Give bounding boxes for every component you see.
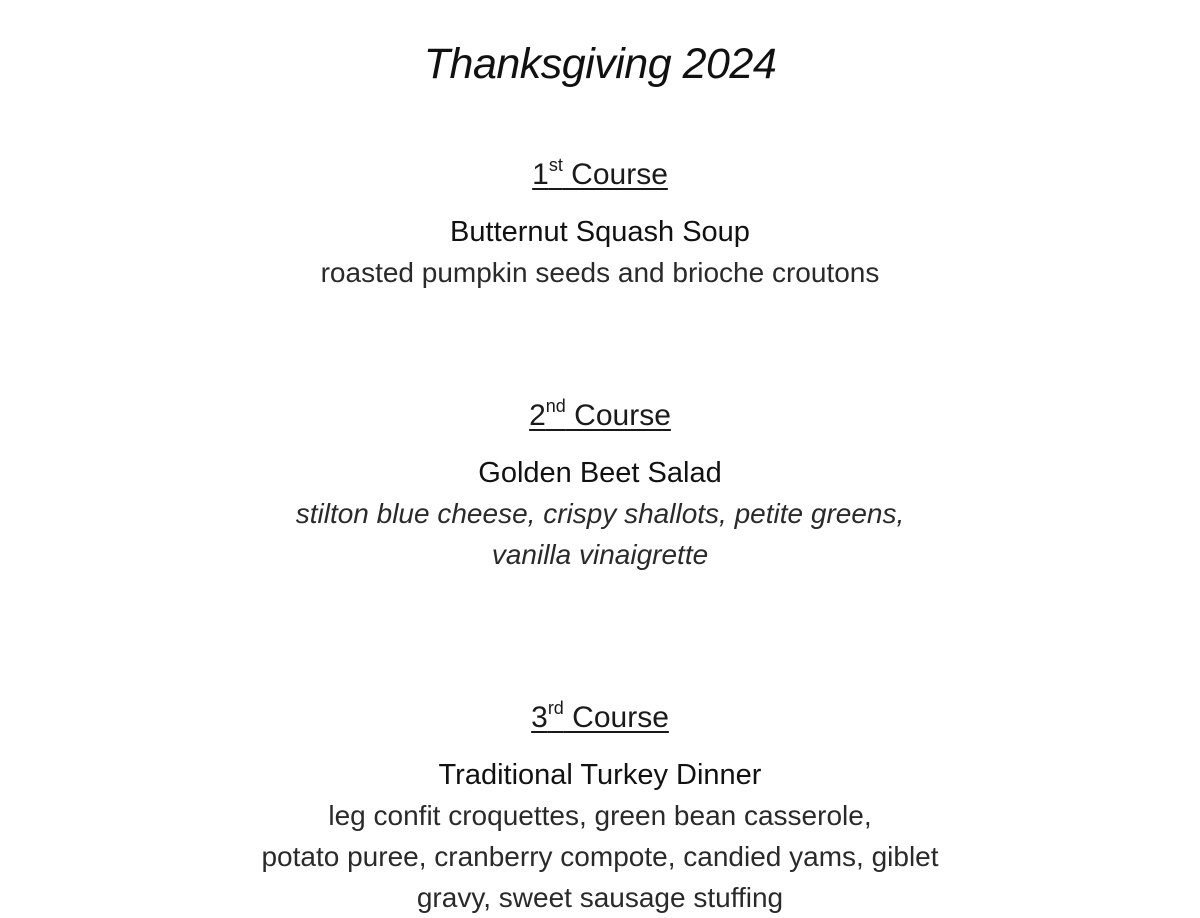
course-3	[0, 698, 1200, 918]
course-heading	[531, 698, 669, 738]
dish-name: Golden Beet Salad	[478, 457, 722, 489]
course-label: Course	[565, 399, 671, 432]
dish-description-line: potato puree, cranberry compote, candied yams, giblet	[261, 841, 939, 872]
dish-description-line: vanilla vinaigrette	[491, 539, 709, 570]
course-1	[0, 155, 1200, 293]
course-2	[0, 396, 1200, 575]
course-number: 3	[531, 701, 548, 734]
course-ordinal-suffix: nd	[545, 396, 566, 416]
course-number: 2	[529, 399, 546, 432]
course-heading	[532, 155, 668, 195]
course-number: 1	[532, 158, 549, 191]
course-label: Course	[562, 158, 668, 191]
course-heading	[529, 396, 671, 436]
dish-name: Traditional Turkey Dinner	[438, 759, 762, 791]
dish-description-line: roasted pumpkin seeds and brioche croutons	[320, 257, 880, 288]
course-ordinal-suffix: rd	[547, 698, 564, 718]
course-ordinal-suffix: st	[548, 155, 563, 175]
course-label: Course	[563, 701, 669, 734]
menu-title: Thanksgiving 2024	[423, 40, 777, 88]
dish-name: Butternut Squash Soup	[450, 216, 750, 248]
dish-description-line: gravy, sweet sausage stuffing	[416, 882, 784, 913]
dish-description-line: stilton blue cheese, crispy shallots, petite greens,	[295, 498, 905, 529]
dish-description-line: leg confit croquettes, green bean casserole,	[328, 800, 872, 831]
